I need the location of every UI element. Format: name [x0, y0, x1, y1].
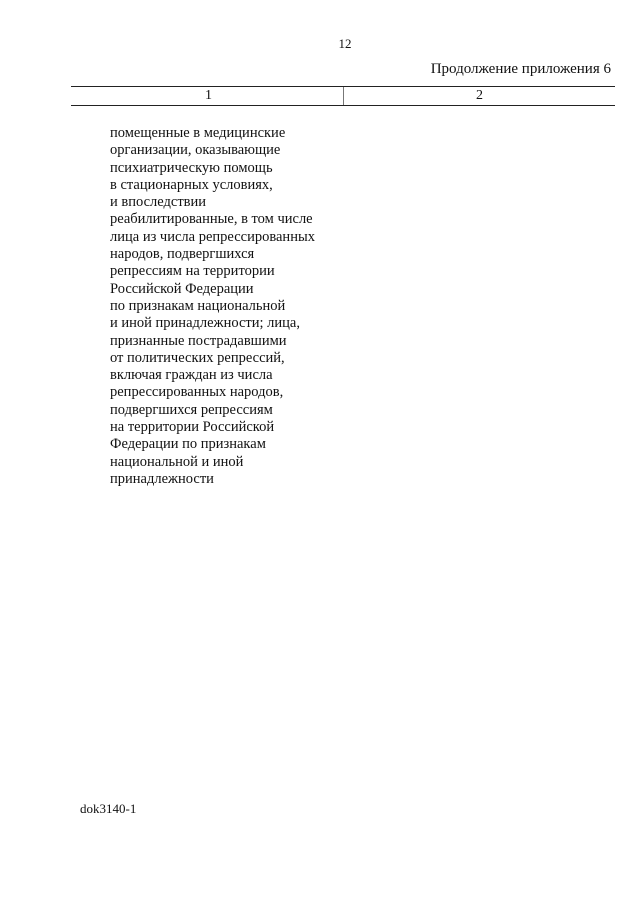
column-2-header: 2 — [476, 88, 483, 103]
page-number: 12 — [338, 36, 352, 51]
continuation-label: Продолжение приложения 6 — [430, 61, 611, 77]
body-line: Российской Федерации — [110, 280, 254, 297]
body-line: признанные пострадавшими — [110, 332, 287, 349]
body-line: национальной и иной — [110, 453, 244, 470]
column-1-header: 1 — [205, 88, 212, 103]
body-line: психиатрическую помощь — [110, 159, 273, 176]
body-line: реабилитированные, в том числе — [110, 211, 313, 228]
body-line: народов, подвергшихся — [110, 246, 255, 263]
body-line: и впоследствии — [110, 194, 207, 211]
body-line: включая граждан из числа — [110, 367, 273, 384]
body-line: от политических репрессий, — [110, 349, 285, 366]
body-line: в стационарных условиях, — [110, 176, 273, 193]
body-line: по признакам национальной — [110, 297, 286, 314]
body-line: помещенные в медицинские — [110, 125, 286, 141]
body-line: принадлежности — [110, 470, 214, 487]
table-header — [71, 86, 615, 106]
body-line: Федерации по признакам — [110, 436, 266, 453]
body-line: лица из числа репрессированных — [110, 228, 315, 245]
body-line: и иной принадлежности; лица, — [110, 315, 300, 332]
body-line: на территории Российской — [110, 419, 275, 436]
body-line: репрессированных народов, — [110, 384, 284, 401]
body-line: подвергшихся репрессиям — [110, 401, 273, 418]
document-code: dok3140-1 — [80, 801, 137, 816]
body-line: репрессиям на территории — [110, 263, 275, 280]
body-line: организации, оказывающие — [110, 142, 281, 159]
body-text — [110, 125, 350, 488]
column-divider — [343, 87, 344, 105]
